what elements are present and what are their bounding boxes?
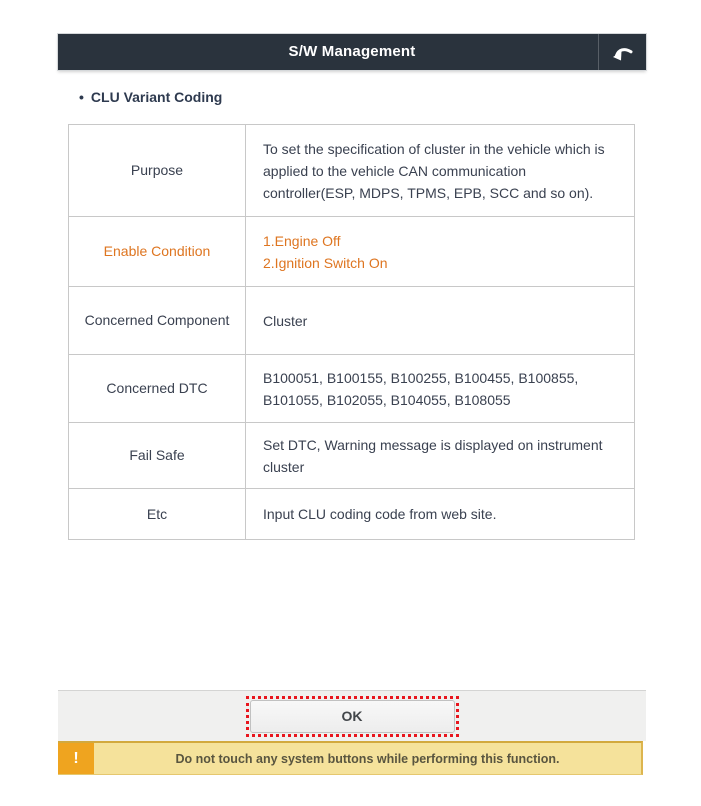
row-value: Cluster	[246, 287, 635, 355]
row-value: Set DTC, Warning message is displayed on instrument cluster	[246, 423, 635, 489]
row-label: Etc	[69, 489, 246, 540]
table-row	[69, 217, 635, 287]
section-heading	[79, 89, 222, 105]
title-bar	[58, 34, 646, 70]
bullet: •	[79, 89, 84, 105]
row-value: Input CLU coding code from web site.	[246, 489, 635, 540]
enable-condition-line: 1.Engine Off	[263, 232, 341, 249]
warning-bar	[58, 741, 643, 775]
ok-button[interactable]: OK	[250, 700, 455, 733]
table-row	[69, 489, 635, 540]
row-value: B100051, B100155, B100255, B100455, B100855, B101055, B102055, B104055, B108055	[246, 355, 635, 423]
row-value	[246, 217, 635, 287]
table-row	[69, 287, 635, 355]
back-button[interactable]	[598, 34, 646, 70]
return-arrow-icon	[612, 43, 634, 61]
row-label: Concerned DTC	[69, 355, 246, 423]
warning-text: Do not touch any system buttons while performing this function.	[175, 751, 560, 766]
table-row	[69, 355, 635, 423]
info-table	[68, 124, 635, 540]
section-heading-label: CLU Variant Coding	[90, 89, 223, 105]
alert-icon: !	[58, 743, 94, 774]
button-bar	[58, 690, 646, 741]
row-label: Fail Safe	[69, 423, 246, 489]
focus-highlight	[246, 696, 459, 737]
table-row	[69, 125, 635, 217]
row-label: Enable Condition	[69, 217, 246, 287]
page-title: S/W Management	[288, 43, 416, 60]
row-label: Purpose	[69, 125, 246, 217]
table-row	[69, 423, 635, 489]
enable-condition-line: 2.Ignition Switch On	[263, 254, 388, 271]
row-label: Concerned Component	[69, 287, 246, 355]
row-value: To set the specification of cluster in the vehicle which is applied to the vehicle CAN communication controller(ESP, MDPS, TPMS, EPB, SCC and so on).	[246, 125, 635, 217]
